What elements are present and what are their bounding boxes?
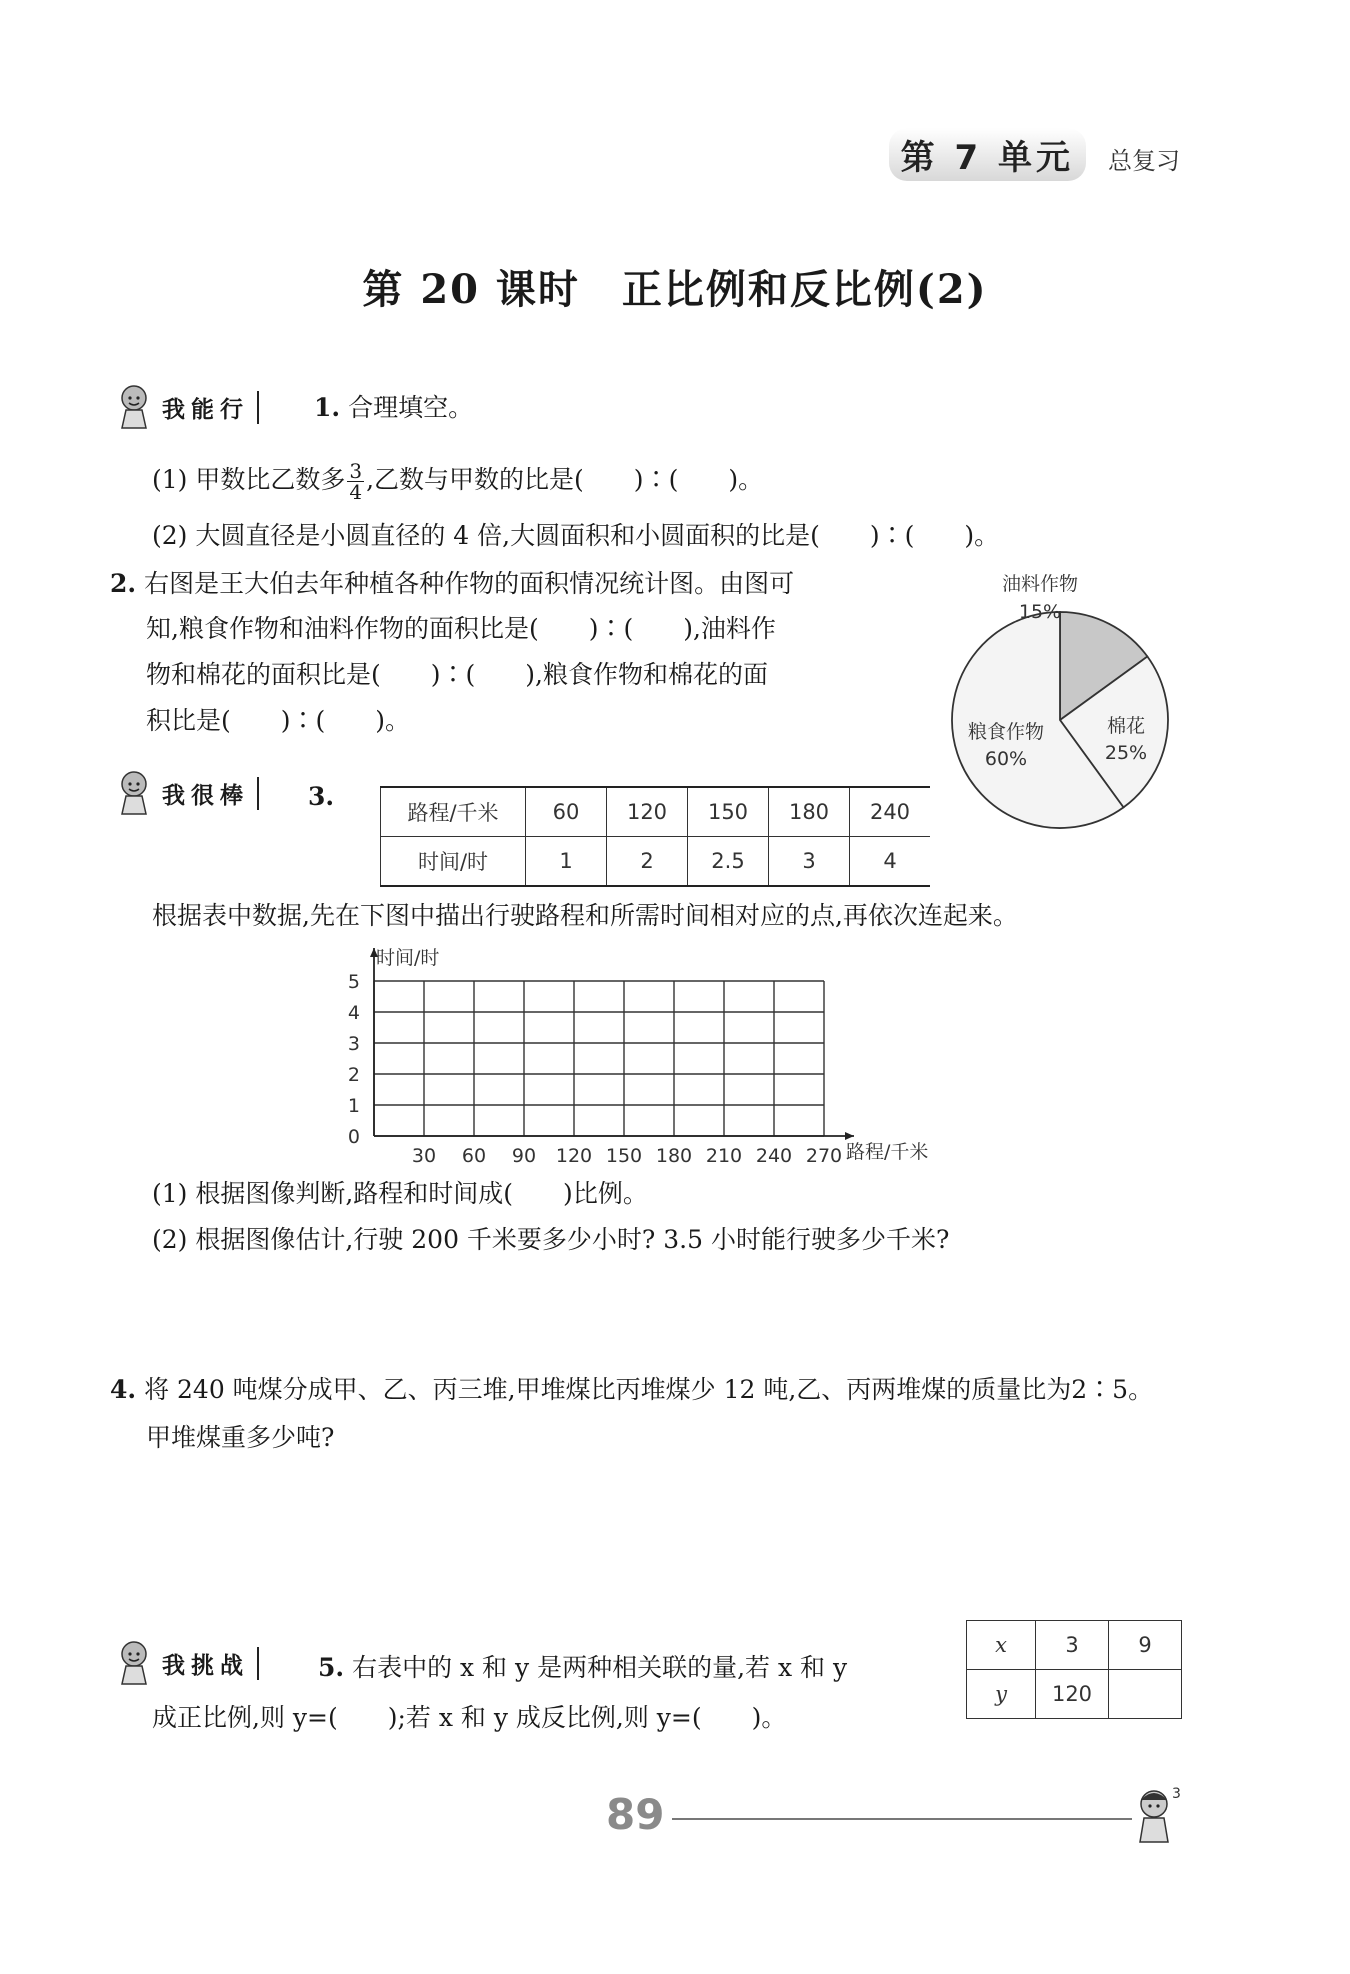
badge-label: 我挑战 (158, 1647, 259, 1680)
x-tick-label: 90 (511, 1145, 537, 1167)
question-1-title (314, 392, 473, 424)
x-tick-label: 120 (555, 1145, 593, 1167)
x-tick-label: 150 (605, 1145, 643, 1167)
question-number: 1. (314, 393, 341, 422)
question-3-instruction: 根据表中数据,先在下图中描出行驶路程和所需时间相对应的点,再依次连起来。 (152, 901, 1018, 930)
unit-subtitle: 总复习 (1108, 147, 1180, 175)
table-cell: 路程/千米 (381, 787, 526, 837)
question-text: 右图是王大伯去年种植各种作物的面积情况统计图。由图可 (144, 569, 795, 598)
question-3-2: (2) 根据图像估计,行驶 200 千米要多少小时? 3.5 小时能行驶多少千米? (152, 1225, 950, 1254)
table-cell: y (967, 1670, 1036, 1719)
y-tick-label: 3 (347, 1033, 360, 1055)
mascot-girl-icon (112, 382, 156, 432)
unit-title: 第 7 单元 (889, 128, 1086, 181)
y-axis-label: 时间/时 (376, 947, 440, 969)
mascot-boy-icon (1128, 1784, 1188, 1854)
table-row (967, 1670, 1182, 1719)
y-tick-label: 5 (347, 971, 360, 993)
fraction (347, 461, 364, 502)
question-4 (110, 1374, 1153, 1406)
x-axis-label: 路程/千米 (846, 1141, 929, 1163)
question-text: 将 240 吨煤分成甲、乙、丙三堆,甲堆煤比丙堆煤少 12 吨,乙、丙两堆煤的质量比为2∶5。 (144, 1375, 1154, 1404)
pie-value-grain: 60% (984, 748, 1028, 770)
question-1-1 (152, 452, 763, 508)
question-text: 合理填空。 (348, 393, 474, 422)
question-2-line-4: 积比是( )∶( )。 (146, 706, 411, 735)
pie-value-oil: 15% (1018, 601, 1062, 623)
table-cell: 3 (769, 837, 850, 887)
table-cell: 120 (607, 787, 688, 837)
question-text: 右表中的 x 和 y 是两种相关联的量,若 x 和 y (352, 1653, 848, 1682)
table-row (967, 1621, 1182, 1670)
question-2-line-2: 知,粮食作物和油料作物的面积比是( )∶( ),油料作 (146, 614, 776, 643)
badge-wo-tiao-zhan (112, 1638, 259, 1688)
table-row (381, 837, 931, 887)
question-1-2: (2) 大圆直径是小圆直径的 4 倍,大圆面积和小圆面积的比是( )∶( )。 (152, 521, 1000, 550)
table-cell: x (967, 1621, 1036, 1670)
table-row (381, 787, 931, 837)
table-cell: 3 (1036, 1621, 1109, 1670)
y-tick-label: 0 (347, 1126, 360, 1148)
badge-wo-neng-xing (112, 382, 259, 432)
x-tick-label: 270 (805, 1145, 843, 1167)
x-tick-label: 240 (755, 1145, 793, 1167)
badge-wo-hen-bang (112, 768, 259, 818)
table-cell (1109, 1670, 1182, 1719)
fraction-numerator: 3 (349, 459, 363, 483)
table-cell: 120 (1036, 1670, 1109, 1719)
lesson-title: 第 20 课时 正比例和反比例(2) (362, 266, 988, 313)
badge-label: 我能行 (158, 391, 259, 424)
question-3-1: (1) 根据图像判断,路程和时间成( )比例。 (152, 1179, 648, 1208)
question-number: 4. (110, 1375, 137, 1404)
unit-header (889, 128, 1180, 181)
question-number: 2. (110, 569, 137, 598)
footer-rule (672, 1818, 1132, 1820)
question-number: 5. (318, 1653, 345, 1682)
table-cell: 1 (526, 837, 607, 887)
x-tick-label: 210 (705, 1145, 743, 1167)
y-tick-label: 4 (347, 1002, 360, 1024)
table-cell: 180 (769, 787, 850, 837)
table-cell: 9 (1109, 1621, 1182, 1670)
table-cell: 240 (850, 787, 931, 837)
table-cell: 时间/时 (381, 837, 526, 887)
badge-label: 我很棒 (158, 777, 259, 810)
pie-label-oil: 油料作物 (1001, 573, 1079, 595)
question-5 (318, 1652, 847, 1684)
question-2-line-3: 物和棉花的面积比是( )∶( ),粮食作物和棉花的面 (146, 660, 768, 689)
question-text: (1) 甲数比乙数多 (152, 465, 346, 494)
x-tick-label: 60 (461, 1145, 487, 1167)
pie-chart (930, 560, 1190, 840)
table-cell: 60 (526, 787, 607, 837)
distance-time-grid-chart (340, 940, 980, 1170)
pie-label-grain: 粮食作物 (967, 721, 1045, 743)
page-number: 89 (606, 1790, 665, 1839)
question-4-line-2: 甲堆煤重多少吨? (146, 1423, 335, 1452)
y-tick-label: 2 (347, 1064, 360, 1086)
svg-text:3: 3 (1172, 1786, 1181, 1802)
x-axis-arrow-icon (845, 1132, 854, 1140)
table-cell: 150 (688, 787, 769, 837)
distance-time-table (380, 786, 930, 887)
xy-table (966, 1620, 1182, 1719)
question-text: ,乙数与甲数的比是( )∶( )。 (366, 465, 764, 494)
table-cell: 2.5 (688, 837, 769, 887)
x-tick-label: 30 (411, 1145, 437, 1167)
fraction-denominator: 4 (349, 480, 363, 504)
question-5-line-2: 成正比例,则 y=( );若 x 和 y 成反比例,则 y=( )。 (152, 1703, 787, 1732)
pie-label-cotton: 棉花 (1106, 715, 1146, 737)
question-number: 3. (308, 782, 335, 811)
table-cell: 4 (850, 837, 931, 887)
mascot-girl-icon (112, 1638, 156, 1688)
question-2 (110, 568, 794, 600)
table-cell: 2 (607, 837, 688, 887)
x-tick-label: 180 (655, 1145, 693, 1167)
mascot-girl-icon (112, 768, 156, 818)
y-tick-label: 1 (347, 1095, 360, 1117)
pie-value-cotton: 25% (1104, 742, 1148, 764)
